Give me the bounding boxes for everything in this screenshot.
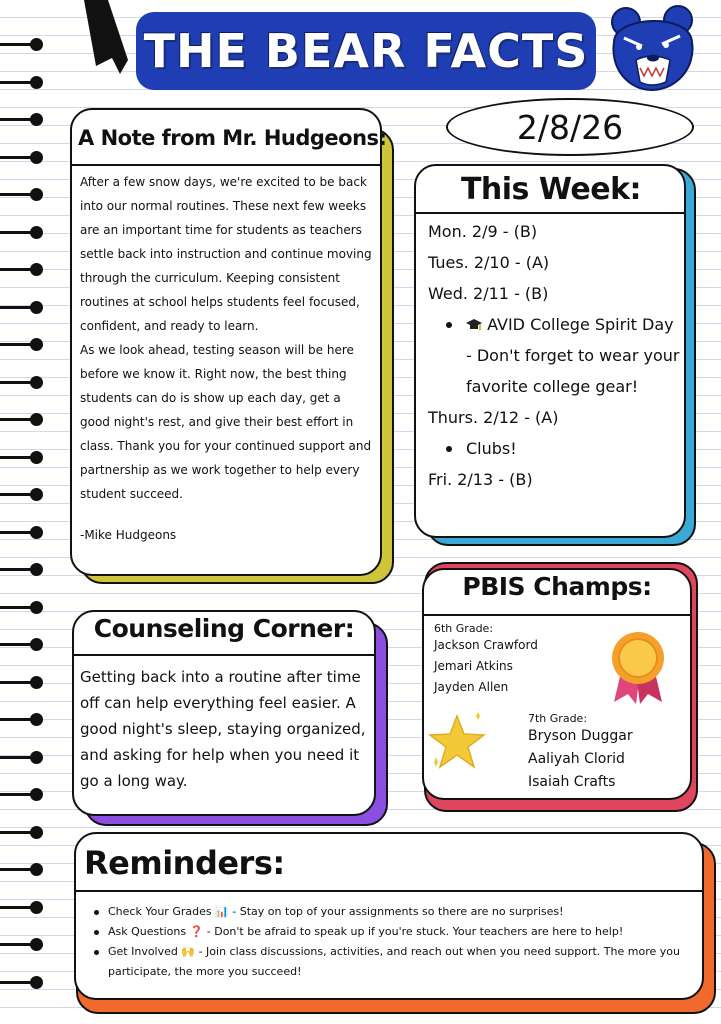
reminder-lead: Ask Questions [108,925,187,938]
star-icon [424,710,490,774]
note-paragraph-1: After a few snow days, we're excited to be back into our normal routines. These next few weeks are an important time for students as teachers settle back into instruction and continue moving through the curriculum. Keeping consistent routines at school helps students feel focused, confident, and ready to learn. [80,175,372,333]
award-ribbon-icon [608,630,668,706]
note-paragraph-2: As we look ahead, testing season will be here before we know it. Right now, the best thing students can do is show up each day, get a good night's rest, and give their best effort in class. Thank you for your continued support and partnership as we work together to help every student succeed. [80,343,372,501]
bear-mascot-icon [606,2,698,92]
grade6-group [434,622,538,698]
spiral-ring [0,38,44,52]
reminder-lead: Check Your Grades [108,905,212,918]
reminders-divider [74,890,704,892]
spiral-ring [0,488,44,502]
reminder-text: - Stay on top of your assignments so there are no surprises! [228,905,564,918]
this-week-schedule [428,216,684,495]
raised-hands-icon: 🙌 [181,945,196,958]
counseling-title: Counseling Corner: [93,614,355,643]
reminder-text: - Don't be afraid to speak up if you're stuck. Your teachers are here to help! [203,925,624,938]
schedule-event-thurs: Clubs! [428,433,684,464]
spiral-ring [0,826,44,840]
spiral-ring [0,713,44,727]
this-week-title: This Week: [460,172,642,207]
spiral-ring [0,151,44,165]
spiral-ring [0,263,44,277]
spiral-ring [0,976,44,990]
spiral-ring [0,413,44,427]
reminders-list [92,902,696,982]
spiral-ring [0,226,44,240]
grade7-label: 7th Grade: [528,712,588,725]
this-week-divider [414,212,686,214]
spiral-ring [0,938,44,952]
grade7-group [528,712,633,794]
note-title-divider [70,164,382,166]
grade6-label: 6th Grade: [434,622,494,635]
spiral-ring [0,563,44,577]
chart-emoji-icon: 📊 [215,905,229,918]
schedule-day-tues: Tues. 2/10 - (A) [428,253,550,272]
spiral-ring [0,751,44,765]
spiral-ring [0,901,44,915]
grade7-name: Aaliyah Clorid [528,751,625,767]
reminder-lead: Get Involved [108,945,178,958]
spiral-ring [0,376,44,390]
spiral-ring [0,301,44,315]
counseling-body: Getting back into a routine after time off can help everything feel easier. A good night's sleep, staying organized, and asking for help when you need it go a long way. [80,668,366,790]
schedule-day-thurs: Thurs. 2/12 - (A) [428,408,559,427]
spiral-ring [0,788,44,802]
schedule-event-wed [428,309,684,402]
note-signature: -Mike Hudgeons [80,528,177,542]
reminder-item [92,922,696,942]
spiral-ring [0,601,44,615]
grade7-name: Isaiah Crafts [528,774,616,790]
schedule-day-fri: Fri. 2/13 - (B) [428,470,533,489]
grade6-name: Jackson Crawford [434,638,538,652]
spiral-ring [0,676,44,690]
bookmark-ribbon-icon [84,0,128,74]
counseling-divider [72,654,376,656]
grade6-name: Jemari Atkins [434,659,513,673]
note-title: A Note from Mr. Hudgeons: [78,126,387,150]
pbis-title: PBIS Champs: [462,572,652,601]
reminder-item [92,902,696,922]
spiral-ring [0,638,44,652]
grade6-name: Jayden Allen [434,680,509,694]
newsletter-title: THE BEAR FACTS [143,24,589,78]
reminders-title: Reminders: [84,844,285,882]
spiral-ring [0,113,44,127]
schedule-day-wed: Wed. 2/11 - (B) [428,284,549,303]
reminder-item [92,942,696,982]
question-mark-icon: ❓ [189,925,204,938]
schedule-day-mon: Mon. 2/9 - (B) [428,222,538,241]
grade7-name: Bryson Duggar [528,728,633,744]
pbis-divider [422,614,692,616]
issue-date: 2/8/26 [516,107,624,147]
spiral-ring [0,338,44,352]
spiral-ring [0,188,44,202]
spiral-ring [0,451,44,465]
graduation-cap-icon [466,319,482,331]
wed-event-text: AVID College Spirit Day - Don't forget to wear your favorite college gear! [466,315,680,396]
spiral-ring [0,76,44,90]
spiral-ring [0,526,44,540]
reminder-text: - Join class discussions, activities, and reach out when you need support. The more you participate, the more you succeed! [108,945,680,978]
spiral-ring [0,863,44,877]
note-body [80,170,374,506]
